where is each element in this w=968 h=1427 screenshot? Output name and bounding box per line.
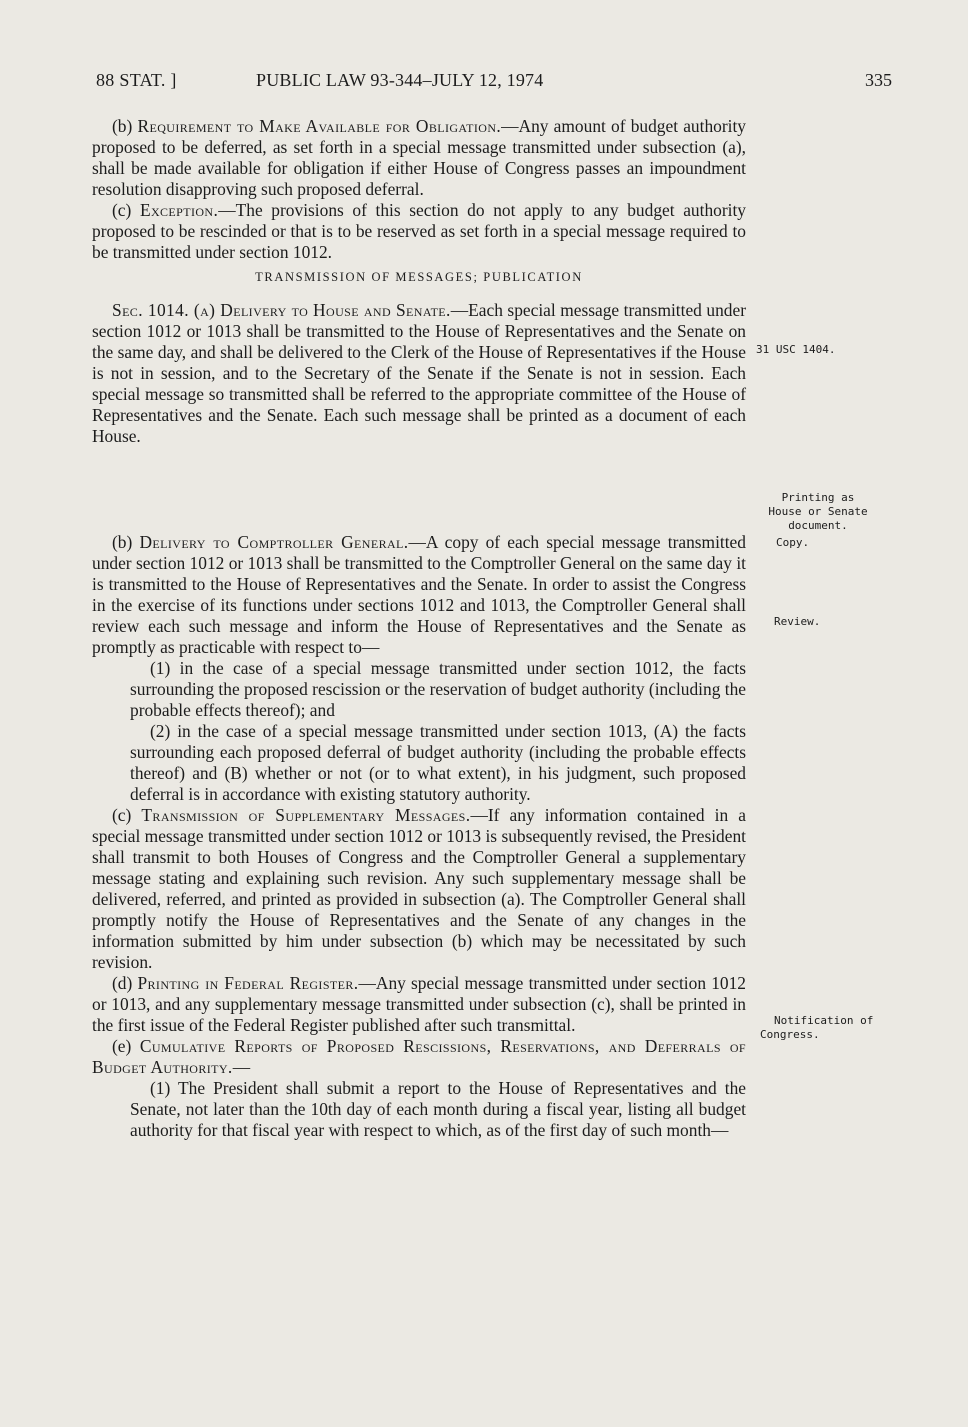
subsection-title: Exception. (139, 200, 219, 220)
subsection-title: Delivery to Comptroller General. (139, 532, 409, 552)
paragraph-1014-a: Sec. 1014. (a) Delivery to House and Senate.—Each special message transmitted under section 1012 or 1013 shall be transmitted to the House of Representatives and the Senate on the same day, and shall be delivered to the Clerk of the House of Representatives if the House is not in session, and to the Secretary of the Senate if the Senate is not in session. Each special message so transmitted shall be referred to the appropriate committee of the House of Representatives and the Senate. Each such message shall be printed as a document of each House. (92, 300, 746, 446)
section-heading: TRANSMISSION OF MESSAGES; PUBLICATION (255, 270, 583, 284)
margin-note-notification: Notification of Congress. (760, 1014, 874, 1041)
subsection-title: Printing in Federal Register. (137, 973, 359, 993)
statute-reference: 88 STAT. ] (96, 70, 177, 90)
paragraph-1014-b: (b) Delivery to Comptroller General.—A copy of each special message transmitted under section 1012 or 1013 shall be transmitted to the Comptroller General on the same day it is transmitted to the House of Representatives and the Senate. In order to assist the Congress in the exercise of its functions under sections 1012 and 1013, the Comptroller General shall review each such message and inform the House of Representatives and the Senate as promptly as practicable with respect to— (92, 532, 746, 657)
paragraph-1014-c: (c) Transmission of Supplementary Messages.—If any information contained in a special message transmitted under section 1012 or 1013 is subsequently revised, the President shall transmit to both Houses of Congress and the Comptroller General a supplementary message stating and explaining such revision. Any such supplementary message shall be delivered, referred, and printed as provided in subsection (a). The Comptroller General shall promptly notify the House of Representatives and the Senate of any changes in the information submitted by him under subsection (b) which may be necessitated by such revision. (92, 805, 746, 972)
margin-note-copy: Copy. (776, 536, 810, 549)
subsection-title: Transmission of Supplementary Messages. (141, 805, 471, 825)
subsection-title: Cumulative Reports of Proposed Rescissions, Reservations, and Deferrals of Budget Authority. (92, 1036, 746, 1077)
paragraph-1014-e: (e) Cumulative Reports of Proposed Rescissions, Reservations, and Deferrals of Budget Authority.— (92, 1036, 746, 1077)
body-text-upper (92, 116, 746, 447)
page-number: 335 (865, 70, 892, 90)
running-header (96, 70, 892, 94)
list-item-1: (1) in the case of a special message transmitted under section 1012, the facts surrounding the proposed rescission or the reservation of budget authority (including the probable effects thereof); and (130, 658, 746, 720)
paragraph-c-exception: (c) Exception.—The provisions of this section do not apply to any budget authority proposed to be rescinded or that is to be reserved as set forth in a special message required to be transmitted under section 1012. (92, 200, 746, 262)
body-text-lower (92, 532, 746, 1141)
margin-note-usc: 31 USC 1404. (756, 343, 836, 356)
subsection-title: Delivery to House and Senate. (220, 300, 451, 320)
subsection-title: Requirement to Make Available for Obligation. (137, 116, 502, 136)
margin-note-printing: Printing as House or Senate document. (768, 491, 868, 532)
law-title: PUBLIC LAW 93-344–JULY 12, 1974 (256, 70, 544, 90)
paragraph-1014-d: (d) Printing in Federal Register.—Any special message transmitted under section 1012 or 1013, and any supplementary message transmitted under subsection (c), shall be printed in the first issue of the Federal Register published after such transmittal. (92, 973, 746, 1035)
margin-note-review: Review. (774, 615, 821, 628)
list-item-e1: (1) The President shall submit a report to the House of Representatives and the Senate, not later than the 10th day of each month during a fiscal year, listing all budget authority for that fiscal year with respect to which, as of the first day of such month— (130, 1078, 746, 1140)
paragraph-b-obligation: (b) Requirement to Make Available for Obligation.—Any amount of budget authority proposed to be deferred, as set forth in a special message transmitted under subsection (a), shall be made available for obligation if either House of Congress passes an impoundment resolution disapproving such proposed deferral. (92, 116, 746, 199)
list-item-2: (2) in the case of a special message transmitted under section 1013, (A) the facts surrounding each proposed deferral of budget authority (including the probable effects thereof) and (B) whether or not (or to what extent), in his judgment, such proposed deferral is in accordance with existing statutory authority. (130, 721, 746, 804)
